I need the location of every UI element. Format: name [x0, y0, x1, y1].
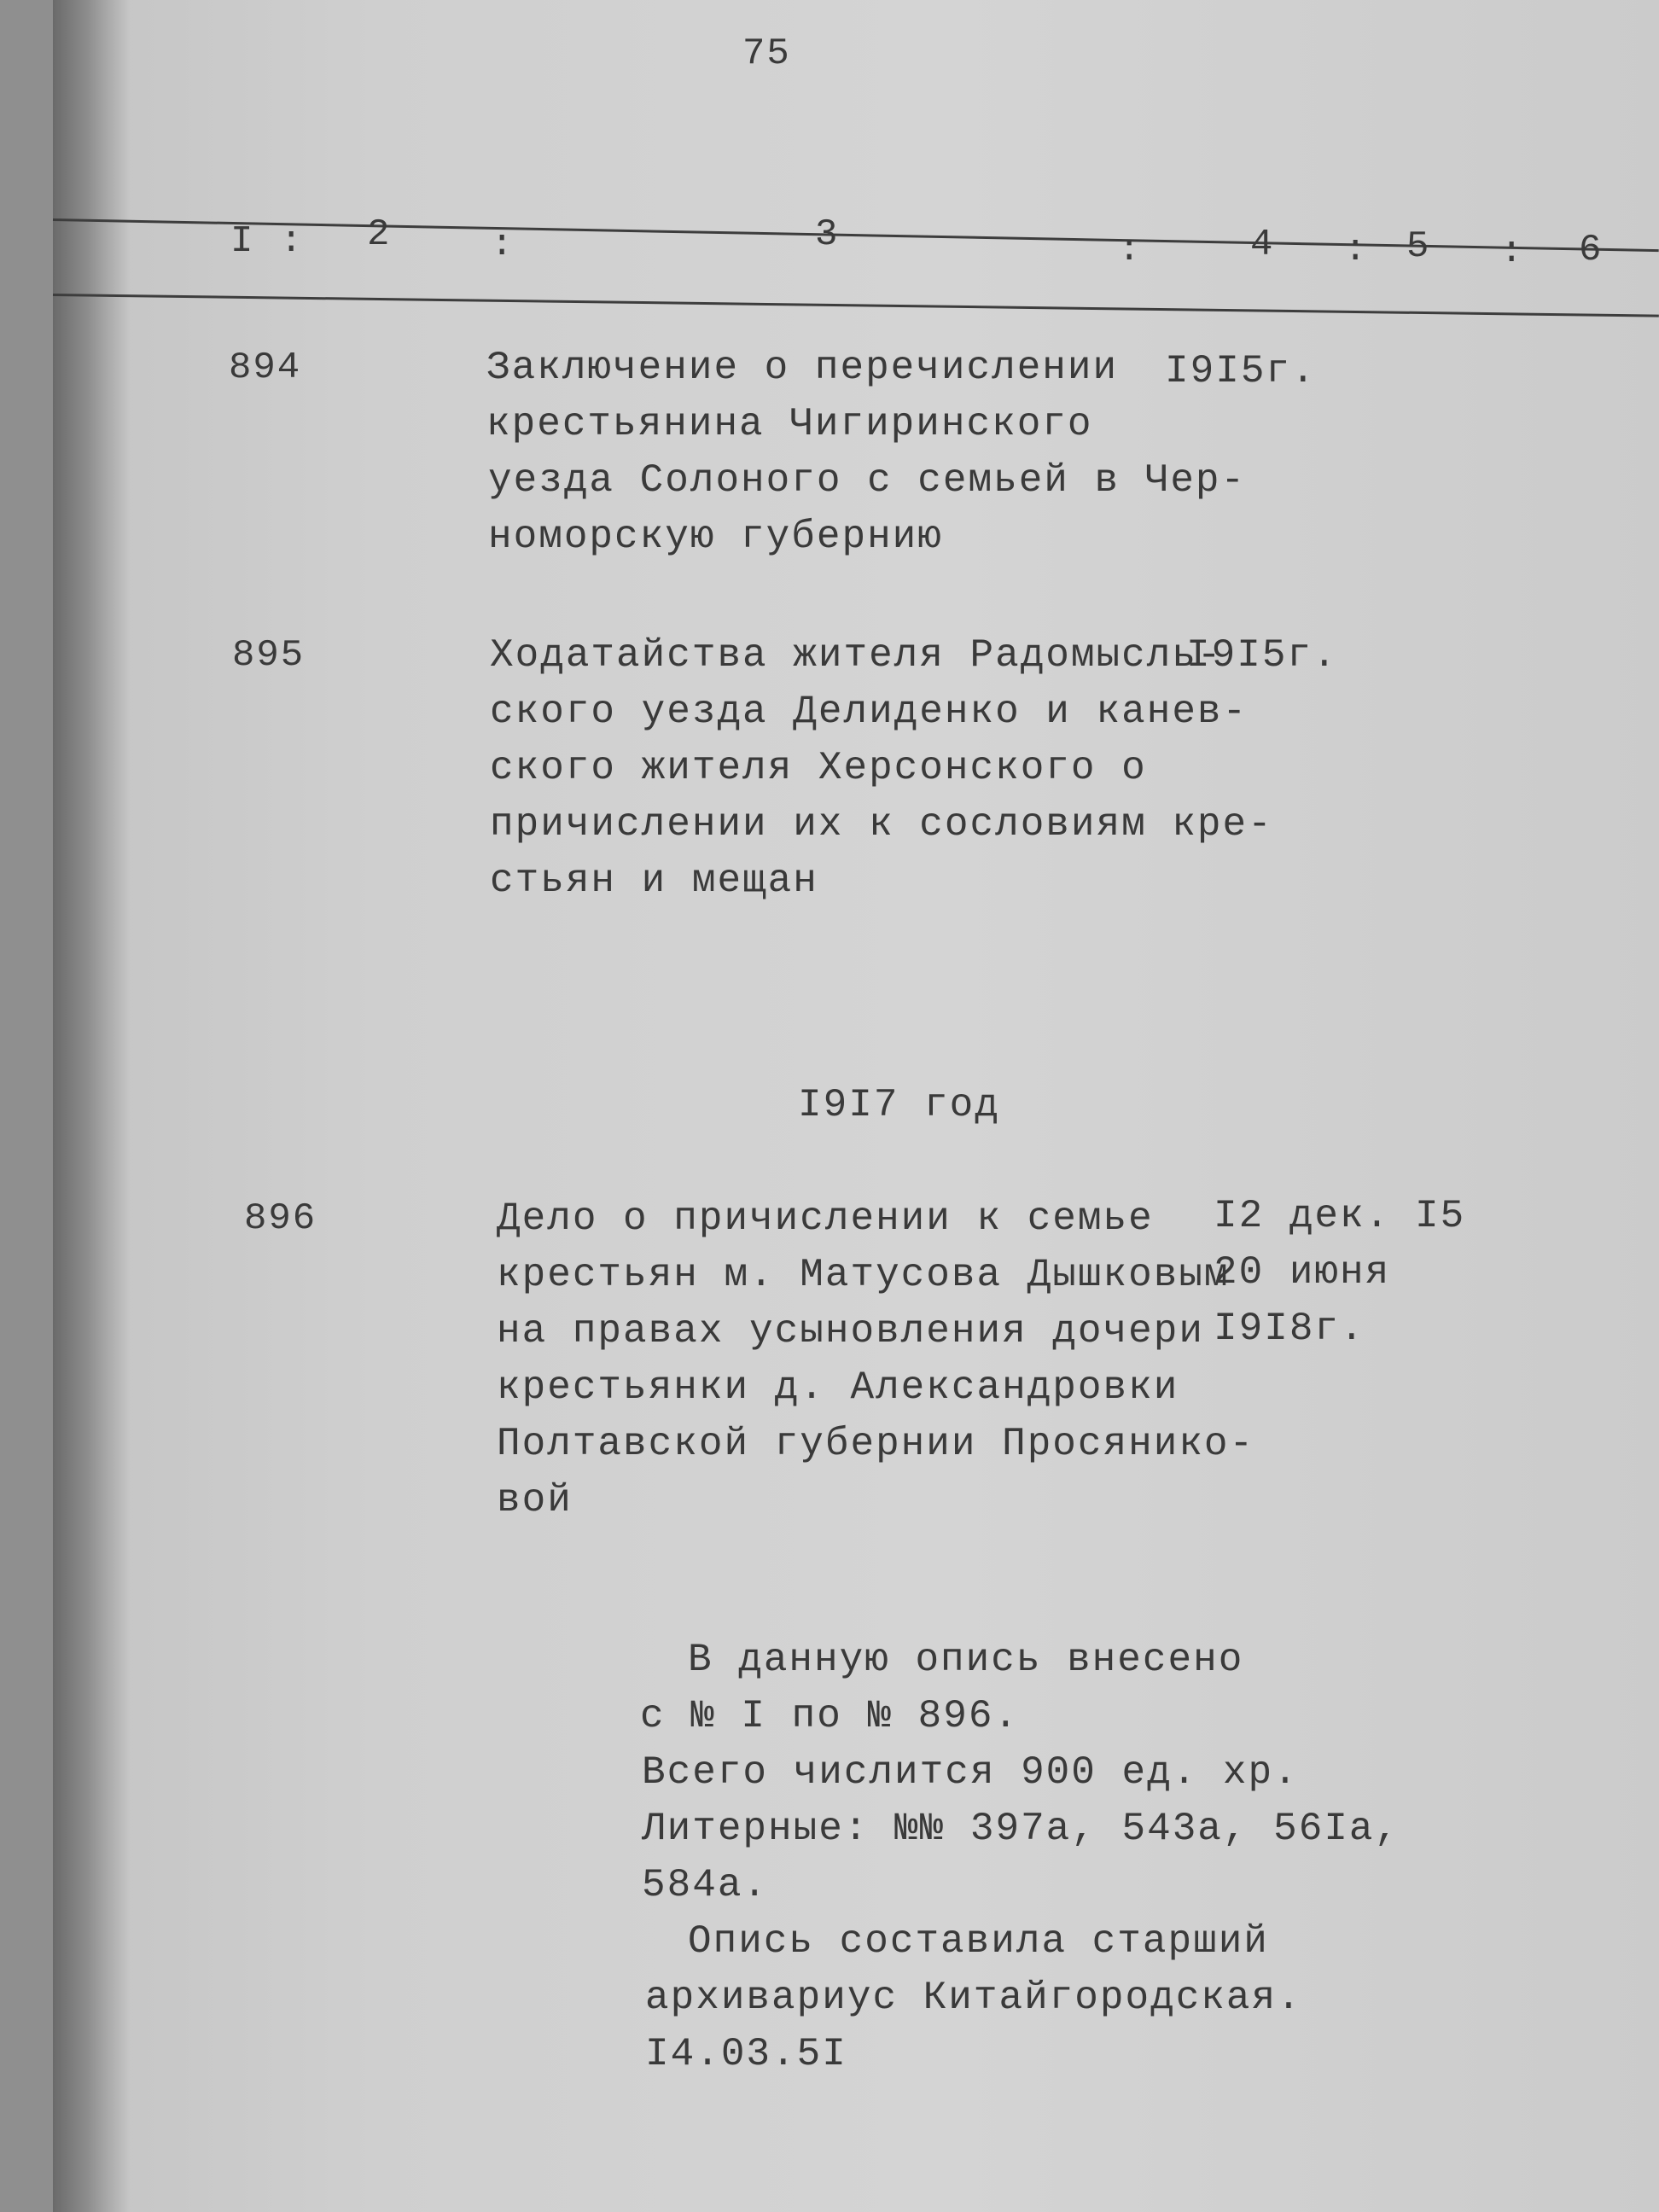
- entry-title-line: Заключение о перечислении: [486, 346, 1119, 390]
- column-header-3: 3: [815, 213, 838, 256]
- entry-title-line: номорскую губернию: [488, 515, 943, 559]
- certification-line: архивариус Китайгородская.: [645, 1976, 1302, 2020]
- entry-title-line: крестьян м. Матусова Дышковым: [497, 1253, 1230, 1297]
- entry-title-line: вой: [497, 1478, 573, 1522]
- entry-title-line: Полтавской губернии Просянико-: [497, 1422, 1255, 1466]
- column-separator: :: [280, 220, 303, 263]
- binding-shadow: [53, 0, 130, 2212]
- section-heading: I9I7 год: [798, 1083, 1000, 1127]
- entry-number: 894: [229, 346, 302, 389]
- entry-title-line: ского уезда Делиденко и канев-: [490, 690, 1249, 734]
- column-separator: :: [1344, 229, 1367, 271]
- entry-title-line: причислении их к сословиям кре-: [490, 802, 1273, 847]
- column-separator: :: [491, 224, 514, 266]
- entry-title-line: на правах усыновления дочери: [497, 1309, 1204, 1353]
- certification-date: I4.03.5I: [645, 2032, 847, 2076]
- certification-line: Литерные: №№ 397а, 543а, 56Iа,: [642, 1807, 1400, 1851]
- certification-line: с № I по № 896.: [640, 1694, 1020, 1738]
- column-header-1: I: [230, 220, 253, 263]
- column-header-5: 5: [1406, 225, 1429, 268]
- certification-line: Всего числится 900 ед. хр.: [642, 1750, 1299, 1795]
- column-header-4: 4: [1250, 224, 1273, 266]
- entry-number: 896: [244, 1197, 317, 1240]
- entry-title-line: уезда Солоного с семьей в Чер-: [488, 458, 1247, 503]
- certification-line: 584а.: [642, 1863, 769, 1907]
- entry-title-line: крестьянки д. Александровки: [497, 1365, 1179, 1410]
- entry-date: 20 июня: [1214, 1250, 1391, 1295]
- entry-date: I9I8г.: [1214, 1307, 1365, 1351]
- entry-number: 895: [232, 634, 306, 677]
- entry-title-line: стьян и мещан: [490, 859, 818, 903]
- entry-date: I9I5г.: [1165, 349, 1317, 393]
- column-separator: :: [1118, 229, 1141, 271]
- certification-line: Опись составила старший: [688, 1919, 1269, 1964]
- certification-line: В данную опись внесено: [688, 1638, 1244, 1682]
- column-separator: :: [1500, 230, 1523, 273]
- column-header-6: 6: [1579, 229, 1602, 271]
- column-header-2: 2: [367, 213, 390, 256]
- entry-date: I9I5г.: [1186, 633, 1338, 678]
- entry-title-line: Дело о причислении к семье: [497, 1196, 1154, 1241]
- page-number: 75: [742, 32, 791, 75]
- entry-title-line: ского жителя Херсонского о: [490, 746, 1147, 790]
- entry-sheets: I5: [1415, 1194, 1466, 1238]
- entry-date: I2 дек.: [1214, 1194, 1391, 1238]
- entry-title-line: крестьянина Чигиринского: [486, 402, 1093, 446]
- entry-title-line: Ходатайства жителя Радомысль-: [490, 633, 1223, 678]
